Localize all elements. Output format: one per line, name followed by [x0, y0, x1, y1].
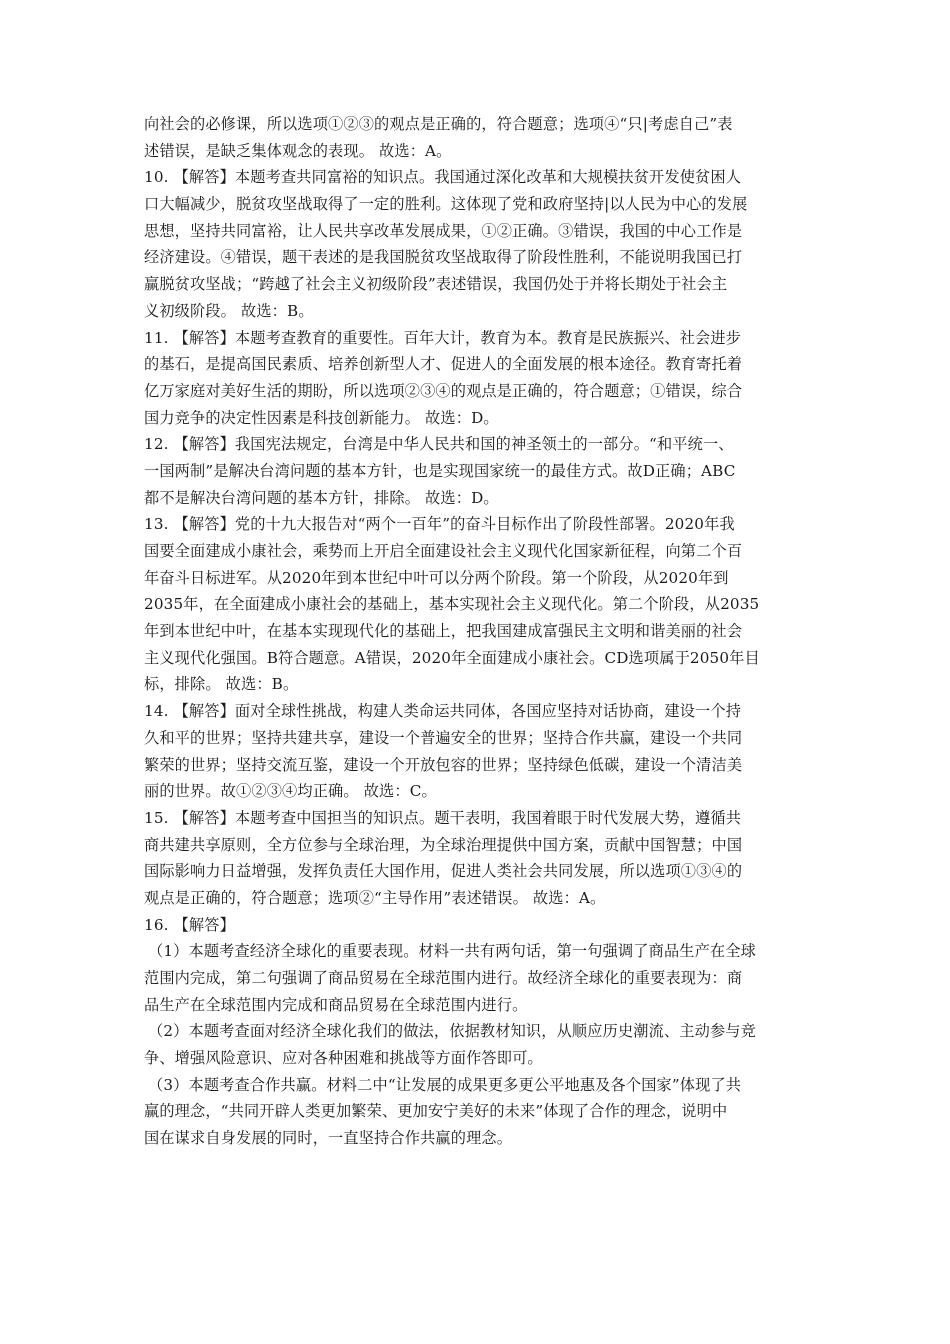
text-line: 的基石，是提高国民素质、培养创新型人才、促进人的全面发展的根本途径。教育寄托着 — [144, 355, 743, 374]
text-line: 经济建设。④错误，题干表述的是我国脱贫攻坚战取得了阶段性胜利，不能说明我国已打 — [144, 248, 743, 267]
text-line: （1）本题考查经济全球化的重要表现。材料一共有两句话，第一句强调了商品生产在全球 — [148, 942, 756, 961]
text-line: 一国两制”是解决台湾问题的基本方针，也是实现国家统一的最佳方式。故D正确；ABC — [144, 461, 736, 480]
text-line: 国力竞争的决定性因素是科技创新能力。 故选：D。 — [144, 408, 499, 427]
text-line: 向社会的必修课，所以选项①②③的观点是正确的，符合题意；选项④“只|考虑自己”表 — [144, 115, 733, 133]
text-line: 15. 【解答】本题考查中国担当的知识点。题干表明，我国着眼于时代发展大势，遵循共 — [144, 808, 742, 827]
text-line: 思想，坚持共同富裕，让人民共享改革发展成果，①②正确。③错误，我国的中心工作是 — [144, 221, 743, 240]
text-line: 争、增强风险意识、应对各种困难和挑战等方面作答即可。 — [144, 1049, 543, 1068]
text-line: 都不是解决台湾问题的基本方针，排除。 故选：D。 — [144, 488, 499, 507]
text-line: 义初级阶段。 故选：B。 — [144, 301, 314, 320]
text-line: 赢脱贫攻坚战；“跨越了社会主义初级阶段”表述错误，我国仍处于并将长期处于社会主 — [144, 275, 728, 294]
text-line: 国在谋求自身发展的同时，一直坚持合作共赢的理念。 — [144, 1129, 513, 1148]
text-line: 述错误，是缺乏集体观念的表现。 故选：A。 — [144, 141, 452, 160]
text-line: （3）本题考查合作共赢。材料二中“让发展的成果更多更公平地惠及各个国家”体现了共 — [148, 1075, 742, 1094]
text-line: 2035年，在全面建成小康社会的基础上，基本实现社会主义现代化。第二个阶段，从2035 — [144, 595, 760, 614]
answer-text-body — [144, 111, 810, 1152]
text-line: 商共建共享原则，全方位参与全球治理，为全球治理提供中国方案，贡献中国智慧；中国 — [144, 835, 743, 854]
text-line: 国际影响力日益增强，发挥负责任大国作用，促进人类社会共同发展，所以选项①③④的 — [144, 862, 743, 881]
text-line: 10. 【解答】本题考查共同富裕的知识点。我国通过深化改革和大规模扶贫开发使贫困人 — [144, 168, 742, 187]
text-line: 丽的世界。故①②③④均正确。 故选：C。 — [144, 782, 437, 801]
text-line: 口大幅减少，脱贫攻坚战取得了一定的胜利。这体现了党和政府坚持|以人民为中心的发展 — [144, 195, 748, 214]
text-line: 国要全面建成小康社会，乘势而上开启全面建设社会主义现代化国家新征程，向第二个百 — [144, 542, 743, 560]
text-line: 11. 【解答】本题考查教育的重要性。百年大计，教育为本。教育是民族振兴、社会进步 — [144, 328, 742, 347]
text-line: 亿万家庭对美好生活的期盼，所以选项②③④的观点是正确的，符合题意；①错误，综合 — [144, 381, 743, 400]
text-line: 年到本世纪中叶，在基本实现现代化的基础上，把我国建成富强民主文明和谐美丽的社会 — [144, 622, 743, 641]
text-line: 12. 【解答】我国宪法规定，台湾是中华人民共和国的神圣领土的一部分。“和平统一、 — [144, 435, 734, 454]
text-line: 标，排除。 故选：B。 — [144, 675, 299, 694]
text-line: 久和平的世界；坚持共建共享，建设一个普遍安全的世界；坚持合作共赢，建设一个共同 — [144, 728, 743, 747]
text-line: 16. 【解答】 — [144, 915, 235, 934]
text-line: 繁荣的世界；坚持交流互鉴，建设一个开放包容的世界；坚持绿色低碳，建设一个清洁美 — [144, 755, 743, 774]
text-line: 14. 【解答】面对全球性挑战，构建人类命运共同体，各国应坚持对话协商，建设一个持 — [144, 702, 742, 721]
text-line: 13. 【解答】党的十九大报告对“两个一百年”的奋斗目标作出了阶段性部署。2020年我 — [144, 515, 735, 534]
text-line: 主义现代化强国。B符合题意。A错误，2020年全面建成小康社会。CD选项属于2050年目 — [144, 648, 760, 667]
text-line: 品生产在全球范围内完成和商品贸易在全球范围内进行。 — [144, 995, 528, 1014]
text-line: 赢的理念，“共同开辟人类更加繁荣、更加安宁美好的未来”体现了合作的理念，说明中 — [144, 1102, 728, 1121]
text-line: （2）本题考查面对经济全球化我们的做法，依据教材知识，从顺应历史潮流、主动参与竞 — [148, 1022, 756, 1041]
text-line: 观点是正确的，符合题意；选项②“主导作用”表述错误。 故选：A。 — [144, 888, 606, 907]
text-line: 年奋斗日标进军。从2020年到本世纪中叶可以分两个阶段。第一个阶段，从2020年到 — [144, 568, 729, 587]
text-line: 范围内完成，第二句强调了商品贸易在全球范围内进行。故经济全球化的重要表现为：商 — [144, 969, 743, 987]
